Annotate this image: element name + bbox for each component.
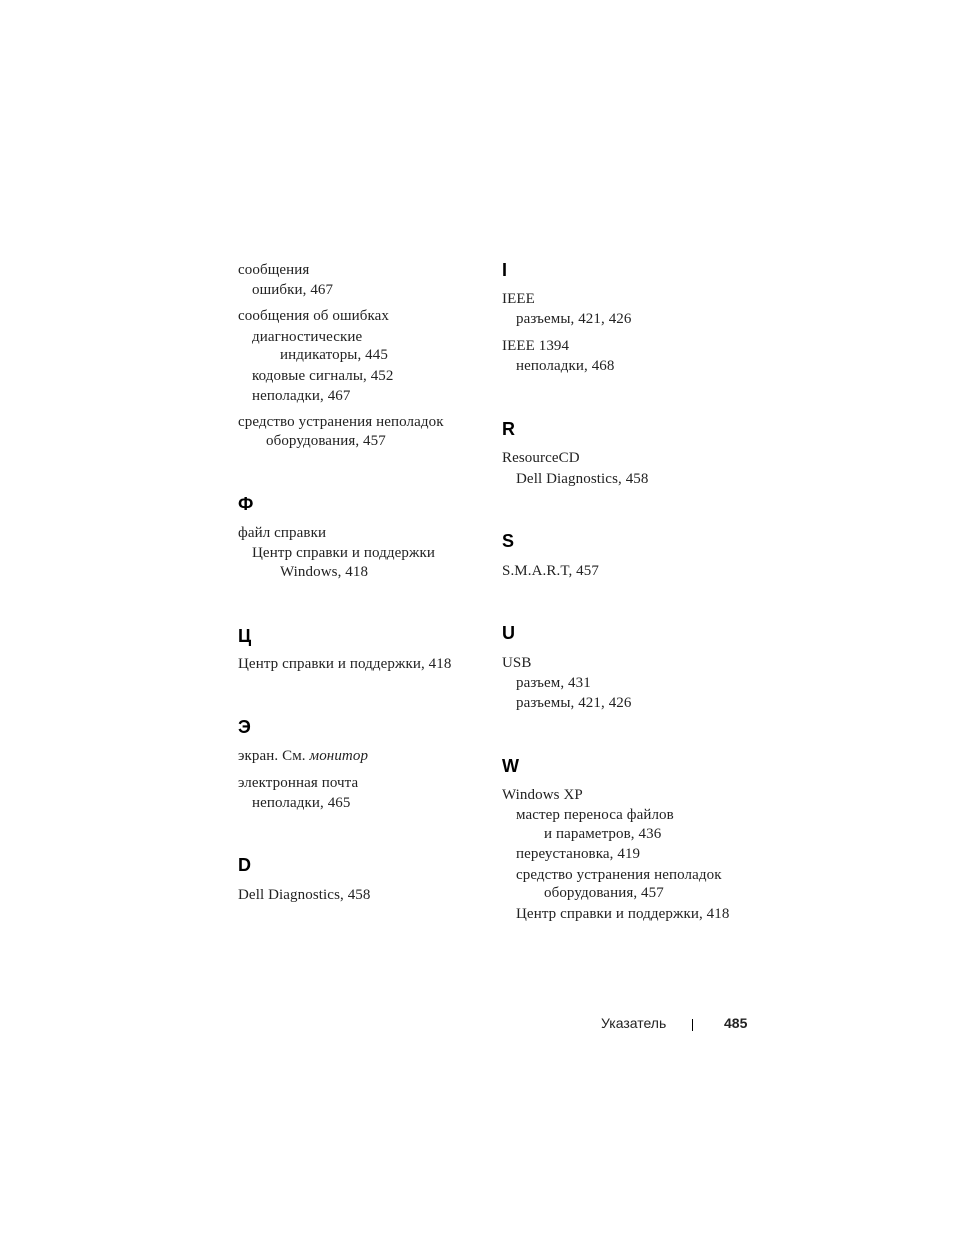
index-entry: средство устранения неполадок <box>238 414 444 430</box>
section-heading-s: S <box>502 531 515 551</box>
index-subentry-cont: индикаторы, 445 <box>280 347 388 363</box>
section-heading-r: R <box>502 419 515 439</box>
index-entry: электронная почта <box>238 775 359 791</box>
index-subentry: разъемы, 421, 426 <box>516 311 632 327</box>
index-entry: IEEE 1394 <box>502 338 570 354</box>
index-subentry: переустановка, 419 <box>516 846 641 862</box>
section-heading-i: I <box>502 260 508 280</box>
footer-section-label: Указатель <box>601 1015 667 1031</box>
index-entry <box>238 747 368 765</box>
index-subentry: Центр справки и поддержки <box>252 545 435 561</box>
page-footer <box>0 1015 954 1035</box>
page-number: 485 <box>724 1015 748 1031</box>
index-subentry: неполадки, 468 <box>516 358 615 374</box>
section-heading-w: W <box>502 756 519 776</box>
index-subentry: разъем, 431 <box>516 675 591 691</box>
section-heading-d: D <box>238 855 251 875</box>
index-subentry-cont: Windows, 418 <box>280 564 369 580</box>
index-subentry-cont: оборудования, 457 <box>544 885 664 901</box>
index-subentry: Центр справки и поддержки, 418 <box>516 906 730 922</box>
index-subentry: неполадки, 465 <box>252 795 351 811</box>
index-subentry: неполадки, 467 <box>252 388 351 404</box>
index-entry: ResourceCD <box>502 450 580 466</box>
index-subentry: Dell Diagnostics, 458 <box>516 471 649 487</box>
index-entry: USB <box>502 655 532 671</box>
index-subentry: диагностические <box>252 329 363 345</box>
index-entry-cont: оборудования, 457 <box>266 433 386 449</box>
footer-separator <box>692 1019 693 1031</box>
section-heading-f: Ф <box>238 494 254 514</box>
index-entry: файл справки <box>238 525 327 541</box>
index-subentry: мастер переноса файлов <box>516 807 674 823</box>
index-subentry: средство устранения неполадок <box>516 867 722 883</box>
section-heading-ts: Ц <box>238 626 252 646</box>
index-entry: S.M.A.R.T, 457 <box>502 563 599 579</box>
entry-xref: монитор <box>309 748 369 764</box>
index-entry: Центр справки и поддержки, 418 <box>238 656 452 672</box>
index-entry: Windows XP <box>502 787 583 803</box>
index-subentry-cont: и параметров, 436 <box>544 826 662 842</box>
index-entry: Dell Diagnostics, 458 <box>238 887 371 903</box>
section-heading-e: Э <box>238 717 251 737</box>
index-entry: сообщения <box>238 262 310 278</box>
index-entry: сообщения об ошибках <box>238 308 390 324</box>
index-subentry: ошибки, 467 <box>252 282 334 298</box>
index-subentry: разъемы, 421, 426 <box>516 695 632 711</box>
index-entry: IEEE <box>502 291 535 307</box>
entry-text: экран. См. <box>238 748 310 764</box>
index-subentry: кодовые сигналы, 452 <box>252 368 394 384</box>
section-heading-u: U <box>502 623 515 643</box>
